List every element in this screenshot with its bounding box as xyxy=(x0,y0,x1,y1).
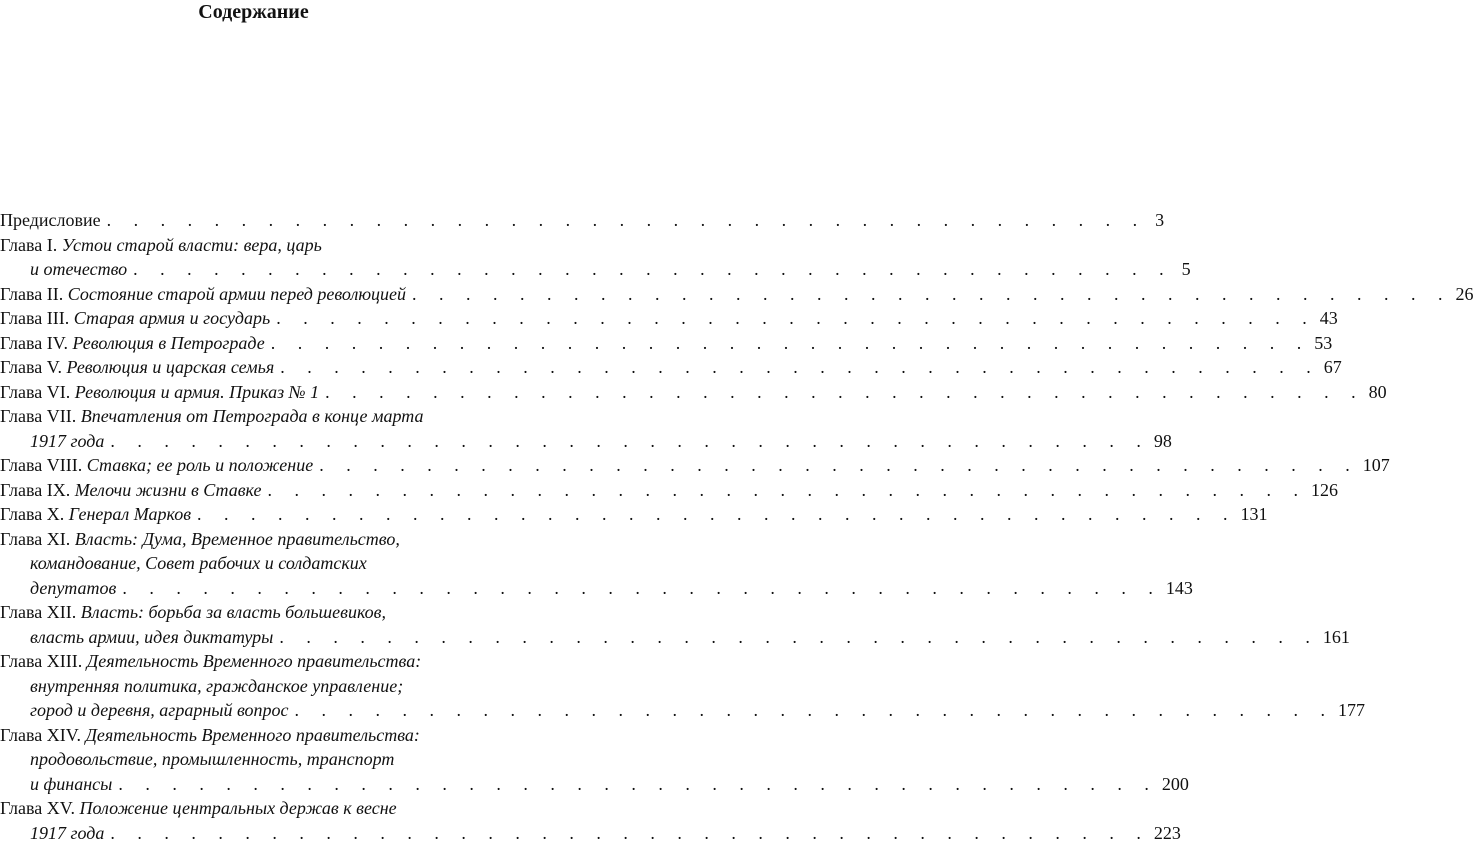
dot-leader: . . . . . . . . . . . . . . . . . . . . . . . . . . . . . . . . . . . . . . . xyxy=(197,504,1237,524)
toc-page-number: 131 xyxy=(1240,504,1268,524)
toc-entry[interactable] xyxy=(0,331,1333,356)
toc-page-number: 43 xyxy=(1319,308,1338,328)
toc-line xyxy=(0,404,507,429)
toc-entry[interactable] xyxy=(0,380,1387,405)
toc-entry-title: Старая армия и государь xyxy=(73,308,271,328)
page-title: Содержание xyxy=(198,1,309,23)
toc-page-number: 107 xyxy=(1362,455,1390,475)
dot-leader: . . . . . . . . . . . . . . . . . . . . . . . . . . . . . . . . . . . . . . . xyxy=(110,430,1150,451)
toc-entry-label: Глава X. xyxy=(0,504,65,524)
toc-entry-label: Глава II. xyxy=(0,283,64,304)
dot-leader: . . . . . . . . . . . . . . . . . . . . . . . . . . . . . . . . . . . . . . . xyxy=(280,357,1320,377)
toc-entry-title: Устои старой власти: вера, царь xyxy=(61,234,322,255)
toc-page-number: 143 xyxy=(1165,577,1193,598)
toc-page-number: 67 xyxy=(1323,357,1342,377)
toc-entry-title: депутатов xyxy=(30,577,117,598)
toc-entry-label: Глава XIII. xyxy=(0,651,83,671)
toc-entry-label: Глава XIV. xyxy=(0,724,81,745)
toc-line xyxy=(0,331,1333,356)
toc-entry-label: Глава V. xyxy=(0,357,62,377)
dot-leader: . . . . . . . . . . . . . . . . . . . . . . . . . . . . . . . . . . . . . . . xyxy=(279,626,1319,647)
toc-entry-label: Глава XI. xyxy=(0,528,71,549)
toc-line xyxy=(0,502,1268,527)
toc-entry[interactable] xyxy=(0,306,1338,331)
toc-entry[interactable] xyxy=(0,282,1474,307)
toc-entry-title: Деятельность Временного правительства: xyxy=(85,724,420,745)
toc-entry[interactable] xyxy=(0,453,1390,478)
toc-entry[interactable] xyxy=(0,723,1189,797)
toc-entry-title: Власть: борьба за власть большевиков, xyxy=(80,602,386,622)
toc-entry-label: Глава IX. xyxy=(0,479,71,500)
toc-entry-title: Состояние старой армии перед революцией xyxy=(67,283,407,304)
toc-page-number: 80 xyxy=(1368,381,1387,402)
toc-entry-label: Глава I. xyxy=(0,234,58,255)
toc-entry-title: и финансы xyxy=(30,773,113,794)
toc-page-number: 5 xyxy=(1181,259,1191,279)
toc-line xyxy=(0,796,507,821)
toc-entry-title: Ставка; ее роль и положение xyxy=(86,455,314,475)
toc-entry[interactable] xyxy=(0,527,1193,601)
dot-leader: . . . . . . . . . . . . . . . . . . . . . . . . . . . . . . . . . . . . . . . xyxy=(412,283,1452,304)
toc-line xyxy=(0,208,1165,233)
toc-entry-title: Власть: Дума, Временное правительство, xyxy=(74,528,400,549)
toc-page-number: 223 xyxy=(1153,822,1181,843)
toc-line xyxy=(0,257,1191,282)
dot-leader: . . . . . . . . . . . . . . . . . . . . . . . . . . . . . . . . . . . . . . . xyxy=(106,210,1147,230)
toc-line xyxy=(0,282,1474,307)
toc-entry-title: внутренняя политика, гражданское управление; xyxy=(30,675,404,696)
toc-line xyxy=(0,576,1193,601)
toc-entry-label: Глава III. xyxy=(0,308,70,328)
toc-line xyxy=(0,821,1181,846)
toc-entry[interactable] xyxy=(0,208,1165,233)
toc-line xyxy=(0,600,507,625)
toc-entry-label: Глава VIII. xyxy=(0,455,83,475)
dot-leader: . . . . . . . . . . . . . . . . . . . . . . . . . . . . . . . . . . . . . . . xyxy=(319,455,1359,475)
toc-entry-title: город и деревня, аграрный вопрос xyxy=(30,700,289,720)
toc-entry[interactable] xyxy=(0,355,1342,380)
toc-line xyxy=(0,306,1338,331)
toc-entry-title: власть армии, идея диктатуры xyxy=(30,626,274,647)
toc-line xyxy=(0,355,1342,380)
toc-entry-title: Генерал Марков xyxy=(68,504,192,524)
toc-entry-label: Глава VI. xyxy=(0,381,71,402)
toc-page-number: 161 xyxy=(1322,626,1350,647)
dot-leader: . . . . . . . . . . . . . . . . . . . . . . . . . . . . . . . . . . . . . . . xyxy=(270,332,1311,353)
toc-entry-title: 1917 года xyxy=(30,430,105,451)
toc-page-number: 98 xyxy=(1153,430,1172,451)
toc-entry-title: продовольствие, промышленность, транспорт xyxy=(30,749,395,769)
toc-line xyxy=(0,380,1387,405)
toc-page-number: 126 xyxy=(1311,479,1339,500)
toc-entry-label: Глава XV. xyxy=(0,798,75,818)
toc-page-number: 177 xyxy=(1338,700,1366,720)
toc-entry-title: и отечество xyxy=(30,259,128,279)
dot-leader: . . . . . . . . . . . . . . . . . . . . . . . . . . . . . . . . . . . . . . . xyxy=(122,577,1162,598)
dot-leader: . . . . . . . . . . . . . . . . . . . . . . . . . . . . . . . . . . . . . . . xyxy=(118,773,1158,794)
toc-entry-label: Глава VII. xyxy=(0,406,77,426)
dot-leader: . . . . . . . . . . . . . . . . . . . . . . . . . . . . . . . . . . . . . . . xyxy=(294,700,1335,720)
toc-page-number: 3 xyxy=(1155,210,1165,230)
toc-line xyxy=(0,747,507,772)
dot-leader: . . . . . . . . . . . . . . . . . . . . . . . . . . . . . . . . . . . . . . . xyxy=(267,479,1308,500)
toc-entry[interactable] xyxy=(0,404,1172,453)
toc-entry[interactable] xyxy=(0,649,1366,723)
toc-line xyxy=(0,453,1390,478)
dot-leader: . . . . . . . . . . . . . . . . . . . . . . . . . . . . . . . . . . . . . . . xyxy=(325,381,1365,402)
dot-leader: . . . . . . . . . . . . . . . . . . . . . . . . . . . . . . . . . . . . . . . xyxy=(110,822,1150,843)
toc-entry-title: Впечатления от Петрограда в конце марта xyxy=(80,406,424,426)
toc-entry-title: Положение центральных держав к весне xyxy=(79,798,397,818)
toc-line xyxy=(0,429,1172,454)
toc-line xyxy=(0,723,507,748)
toc-entry-title: Революция в Петрограде xyxy=(72,332,265,353)
toc-entry-title: Революция и царская семья xyxy=(66,357,275,377)
toc-page-number: 200 xyxy=(1161,773,1189,794)
toc-page-number: 26 xyxy=(1455,283,1474,304)
toc-entry-title: 1917 года xyxy=(30,822,105,843)
toc-line xyxy=(0,698,1366,723)
toc-line xyxy=(0,772,1189,797)
toc-entry[interactable] xyxy=(0,502,1268,527)
toc-line xyxy=(0,674,507,699)
toc-entry-title: командование, Совет рабочих и солдатских xyxy=(30,553,367,573)
toc-line xyxy=(0,625,1350,650)
toc-line xyxy=(0,233,507,258)
toc-entry-title: Мелочи жизни в Ставке xyxy=(74,479,262,500)
toc-page-number: 53 xyxy=(1314,332,1333,353)
toc-entry-title: Революция и армия. Приказ № 1 xyxy=(74,381,320,402)
toc-line xyxy=(0,649,507,674)
toc-entry-label: Глава IV. xyxy=(0,332,68,353)
toc-line xyxy=(0,527,507,552)
toc-entry[interactable] xyxy=(0,478,1339,503)
toc-entry[interactable] xyxy=(0,600,1350,649)
toc-entry-title: Деятельность Временного правительства: xyxy=(86,651,422,671)
toc-entry-label: Предисловие xyxy=(0,210,101,230)
toc-line xyxy=(0,551,507,576)
toc-entry[interactable] xyxy=(0,233,1191,282)
dot-leader: . . . . . . . . . . . . . . . . . . . . . . . . . . . . . . . . . . . . . . . xyxy=(133,259,1173,279)
toc-line xyxy=(0,478,1339,503)
toc-entry-label: Глава XII. xyxy=(0,602,77,622)
dot-leader: . . . . . . . . . . . . . . . . . . . . . . . . . . . . . . . . . . . . . . . xyxy=(276,308,1316,328)
table-of-contents xyxy=(0,208,1474,845)
toc-entry[interactable] xyxy=(0,796,1181,845)
